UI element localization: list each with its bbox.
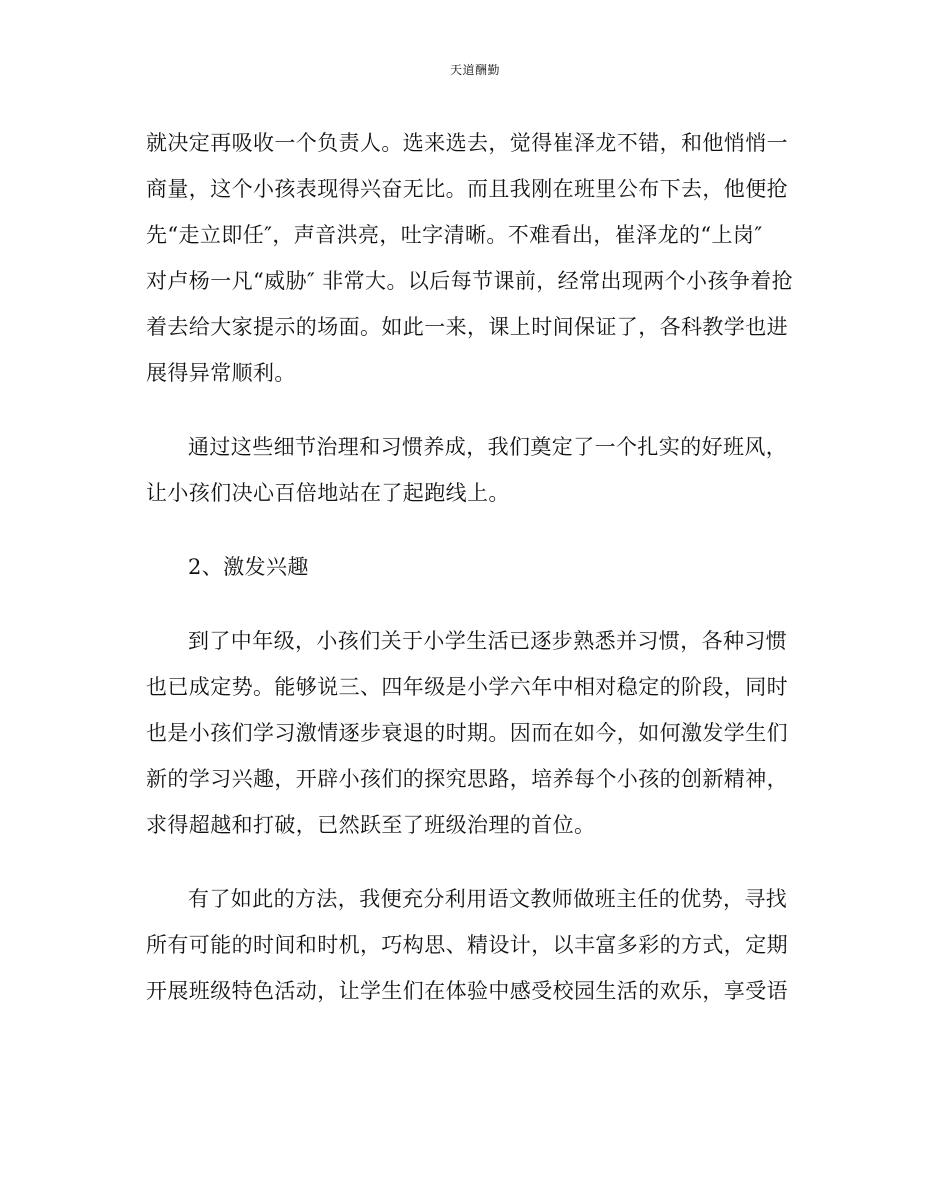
- paragraph-gap: [146, 516, 810, 544]
- page-header-title: 天道酬勤: [449, 63, 500, 77]
- text-line: 商量，这个小孩表现得兴奋无比。而且我刚在班里公布下去，他便抢: [146, 177, 788, 201]
- paragraph-gap: [146, 396, 810, 424]
- text-line: 让小孩们决心百倍地站在了起跑线上。: [146, 481, 510, 505]
- paragraph-gap: [146, 590, 810, 618]
- section-heading: [146, 544, 810, 590]
- text-line: 开展班级特色活动，让学生们在体验中感受校园生活的欢乐，享受语: [146, 979, 788, 1003]
- text-line: 着去给大家提示的场面。如此一来，课上时间保证了，各科教学也进: [146, 315, 788, 339]
- text-line: 对卢杨一凡“威胁″ 非常大。以后每节课前，经常出现两个小孩争着抢: [146, 269, 794, 293]
- text-line: 到了中年级，小孩们关于小学生活已逐步熟悉并习惯，各种习惯: [188, 629, 788, 653]
- paragraph-4: [146, 876, 810, 1014]
- section-heading-text: 2、激发兴趣: [188, 555, 309, 579]
- text-line: 也是小孩们学习激情逐步衰退的时期。因而在如今，如何激发学生们: [146, 721, 788, 745]
- paragraph-gap: [146, 848, 810, 876]
- text-line: 所有可能的时间和时机，巧构思、精设计，以丰富多彩的方式，定期: [146, 933, 788, 957]
- document-body: [146, 120, 810, 1014]
- text-line: 新的学习兴趣，开辟小孩们的探究思路，培养每个小孩的创新精神，: [146, 767, 788, 791]
- paragraph-2: [146, 424, 810, 516]
- text-line: 也已成定势。能够说三、四年级是小学六年中相对稳定的阶段，同时: [146, 675, 788, 699]
- paragraph-1: [146, 120, 810, 396]
- text-line: 就决定再吸收一个负责人。选来选去，觉得崔泽龙不错，和他悄悄一: [146, 131, 788, 155]
- text-line: 展得异常顺利。: [146, 361, 296, 385]
- text-line: 有了如此的方法，我便充分利用语文教师做班主任的优势，寻找: [188, 887, 788, 911]
- text-line: 通过这些细节治理和习惯养成，我们奠定了一个扎实的好班风，: [188, 435, 788, 459]
- paragraph-3: [146, 618, 810, 848]
- text-line: 先“走立即任″，声音洪亮，吐字清晰。不难看出，崔泽龙的“上岗″: [146, 223, 763, 247]
- text-line: 求得超越和打破，已然跃至了班级治理的首位。: [146, 813, 596, 837]
